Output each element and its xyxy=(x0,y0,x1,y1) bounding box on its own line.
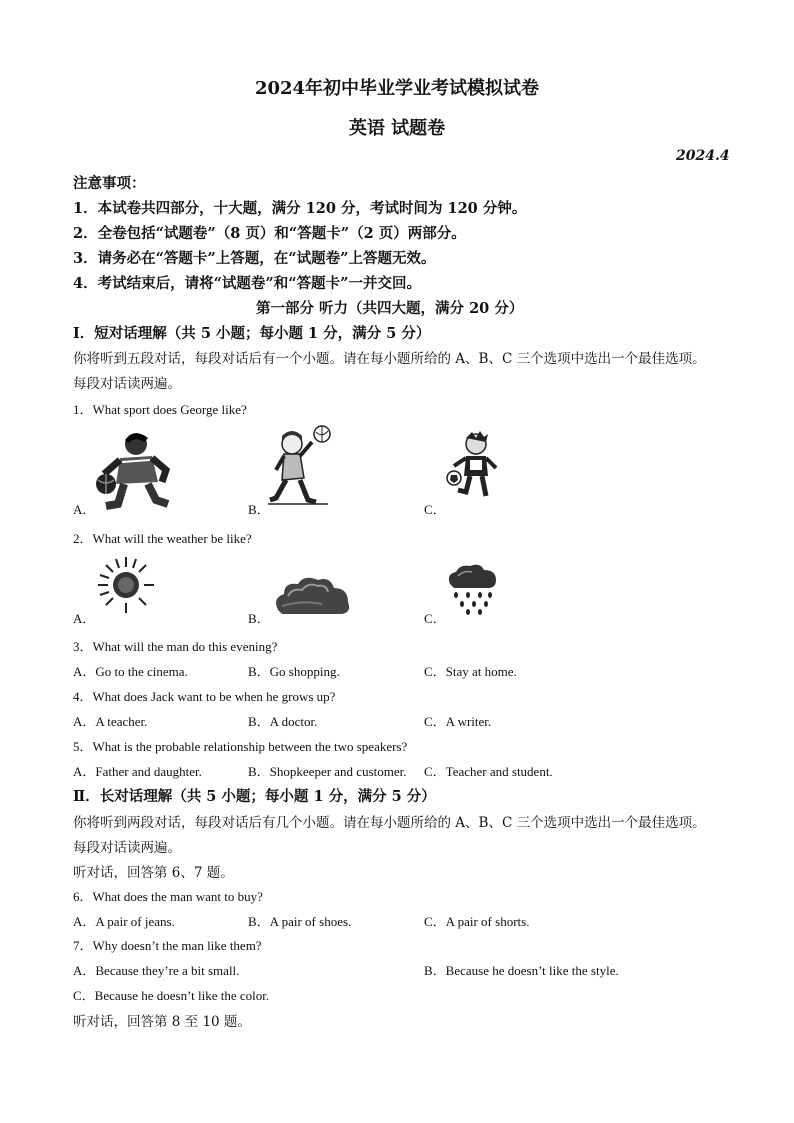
exam-title: 2024年初中毕业学业考试模拟试卷 xyxy=(254,78,540,99)
section1-heading: Ⅰ．短对话理解（共 5 小题；每小题 1 分，满分 5 分） xyxy=(73,325,431,342)
question-5: 5．What is the probable relationship between the two speakers? xyxy=(73,739,408,754)
section1-instruction-repeat: 每段对话读两遍。 xyxy=(73,376,181,392)
question-3: 3．What will the man do this evening? xyxy=(73,639,278,654)
q3-option-c: C．Stay at home. xyxy=(424,664,517,679)
question-1: 1．What sport does George like? xyxy=(73,402,247,417)
rainy-image xyxy=(446,562,498,616)
q4-option-a: A．A teacher. xyxy=(73,714,148,729)
soccer-player-image xyxy=(446,430,502,506)
exam-date: 2024.4 xyxy=(676,148,730,164)
q7-option-c: C．Because he doesn’t like the color. xyxy=(73,988,270,1003)
part1-title: 第一部分 听力（共四大题，满分 20 分） xyxy=(256,300,524,317)
section2-instruction: 你将听到两段对话，每段对话后有几个小题。请在每小题所给的 A、B、C 三个选项中选出一个最佳选项。 xyxy=(73,815,706,831)
q3-option-a: A．Go to the cinema. xyxy=(73,664,188,679)
q2-option-a: A． xyxy=(73,611,96,626)
notice-heading: 注意事项： xyxy=(73,175,146,192)
basketball-player-image xyxy=(92,426,180,512)
notice-item-1: 1．本试卷共四部分，十大题，满分 120 分，考试时间为 120 分钟。 xyxy=(73,200,527,217)
notice-item-3: 3．请务必在“答题卡”上答题，在“试题卷”上答题无效。 xyxy=(73,250,436,267)
q7-option-b: B．Because he doesn’t like the style. xyxy=(424,963,619,978)
q1-option-c: C． xyxy=(424,502,446,517)
question-2: 2．What will the weather be like? xyxy=(73,531,252,546)
q5-option-a: A．Father and daughter. xyxy=(73,764,202,779)
q6-option-c: C．A pair of shorts. xyxy=(424,914,530,929)
q4-option-c: C．A writer. xyxy=(424,714,492,729)
listen-prompt-8-10: 听对话，回答第 8 至 10 题。 xyxy=(73,1014,251,1030)
q1-option-b: B． xyxy=(248,502,270,517)
notice-item-2: 2．全卷包括“试题卷”（8 页）和“答题卡”（2 页）两部分。 xyxy=(73,225,466,242)
question-6: 6．What does the man want to buy? xyxy=(73,889,263,904)
q3-option-b: B．Go shopping. xyxy=(248,664,340,679)
q7-option-a: A．Because they’re a bit small. xyxy=(73,963,240,978)
q2-option-c: C． xyxy=(424,611,446,626)
sunny-image xyxy=(96,555,156,615)
section1-instruction: 你将听到五段对话，每段对话后有一个小题。请在每小题所给的 A、B、C 三个选项中选出一个最佳选项。 xyxy=(73,351,706,367)
q6-option-b: B．A pair of shoes. xyxy=(248,914,352,929)
exam-subtitle: 英语 试题卷 xyxy=(348,118,446,139)
question-4: 4．What does Jack want to be when he grows up? xyxy=(73,689,336,704)
q2-option-b: B． xyxy=(248,611,270,626)
volleyball-player-image xyxy=(268,424,338,506)
q6-option-a: A．A pair of jeans. xyxy=(73,914,175,929)
notice-item-4: 4．考试结束后，请将“试题卷”和“答题卡”一并交回。 xyxy=(73,275,421,292)
section2-instruction-repeat: 每段对话读两遍。 xyxy=(73,840,181,856)
section2-heading: Ⅱ．长对话理解（共 5 小题；每小题 1 分，满分 5 分） xyxy=(73,788,436,805)
q1-option-a: A． xyxy=(73,502,96,517)
question-7: 7．Why doesn’t the man like them? xyxy=(73,938,262,953)
q5-option-b: B．Shopkeeper and customer. xyxy=(248,764,407,779)
q4-option-b: B．A doctor. xyxy=(248,714,318,729)
q5-option-c: C．Teacher and student. xyxy=(424,764,553,779)
listen-prompt-6-7: 听对话，回答第 6、7 题。 xyxy=(73,865,234,881)
cloudy-image xyxy=(272,572,352,616)
